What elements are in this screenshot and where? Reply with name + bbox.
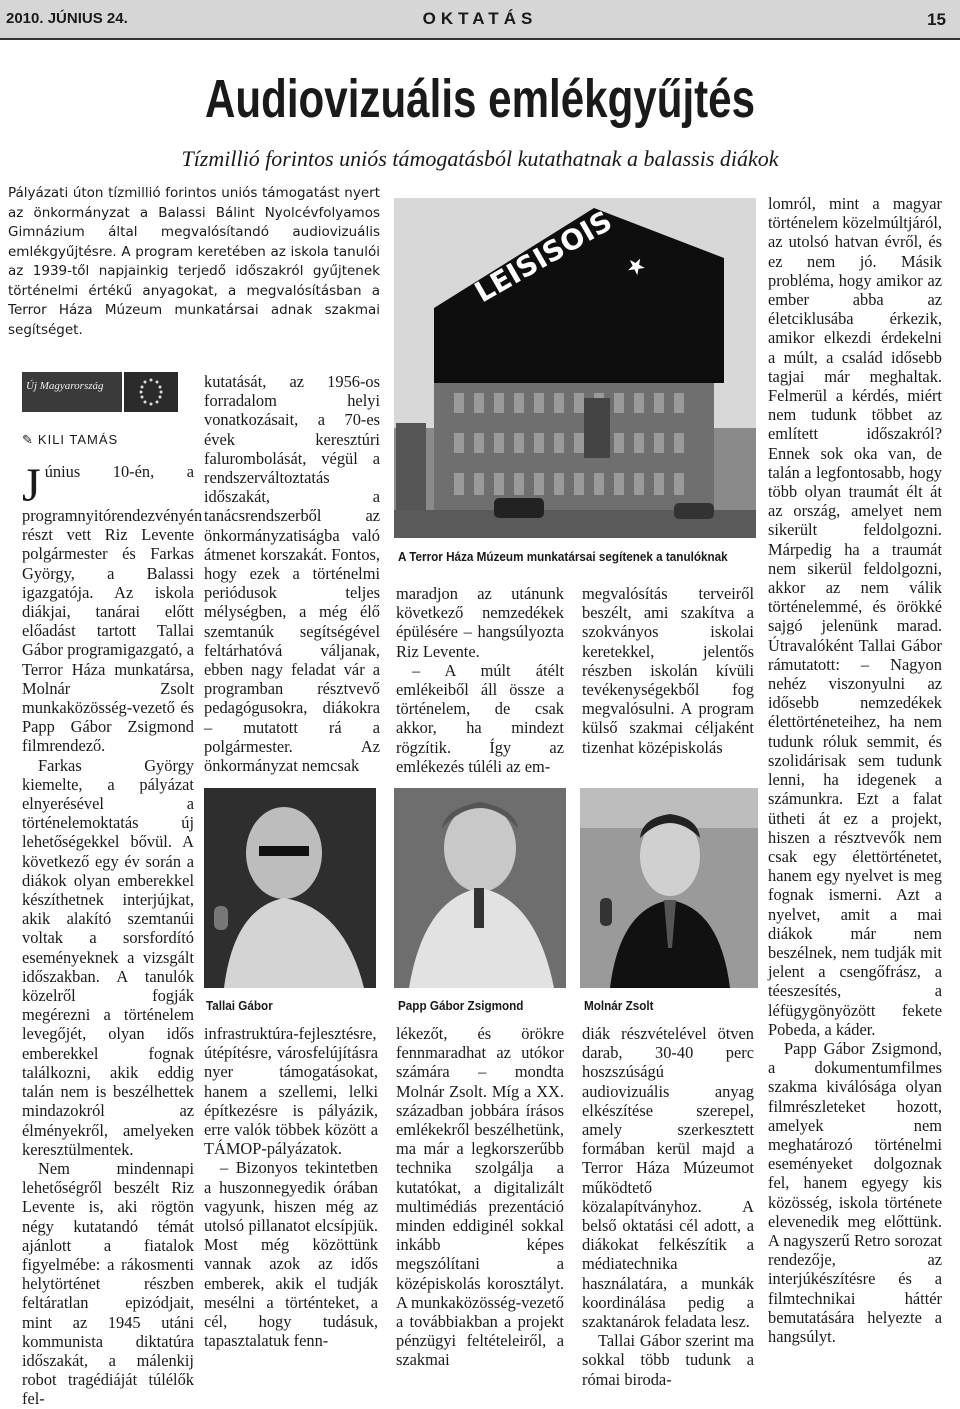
article-column-5: lomról, mint a magyar történelem közelmúltjáról, az utolsó hatvan évről, és ez nem jó. Másik probléma, hogy amikor az ember abba az életciklusába érkezik, amikor elkezdi érdekelni a múlt, a család idősebb tagjai már meghaltak. Felmerül a kérdés, miért nem tudunk többet az említett időszakról? Ennek sok oka van, de talán a legfontosabb, hogy több olyan traumát élt át az ország, amelyet nem sikerült feldolgozni. Márpedig ha a traumát nem sikerül feldolgozni, akkor az nem válik történelemmé, és örökké sajgó jelenünk marad. Útravalóként Tallai Gábor rámutatott: – Nagyon nehéz viszonyulni az idősebb nemzedékek élettörténeteihez, ha nem tudunk róluk semmit, és szolidárisak sem tudunk lenni, ha idegenek a számunkra. Ezt a falat ütheti át ez a projekt, hiszen a résztvevők nem csak egy élettörténetet, hanem egy nyelvet is meg fognak ismerni. Azt a nyelvet, amit a mai diákok már nem beszélnek, nem tudják mit jelent a csengőfrász, a téeszesítés, a léfügygönyözött fekete Pobeda, a káder. Papp Gábor Zsigmond, a dokumentumfilmes szakma kiválósága olyan filmrészleteket hozott, amelyek nem meghatározó történelmi eseményeket dolgoznak fel, hanem egyegy kis közösség, iskola története elevenedik meg előttünk. A nagyszerű Retro sorozat rendezője, az interjúkészítésre és a filmtechnikai háttér bemutatására helyezte a hangsúlyt.: [768, 194, 942, 1346]
logo-text: Új Magyarország: [26, 380, 104, 392]
tallai-gabor-photo: [204, 788, 376, 988]
article-column-4-top: megvalósítás terveiről beszélt, ami szakítva a szokványos iskolai keretekkel, jelentős részben iskolán kívüli tevékenységekből fog megvalósulni. A program külső szakmai céljaként tizenhat középiskolás: [582, 584, 754, 757]
page-number: 15: [927, 10, 946, 29]
article-subtitle: Tízmillió forintos uniós támogatásból kutathatnak a balassis diákok: [181, 146, 779, 171]
article-column-3-bottom: lékezőt, és örökre fennmaradhat az utókor számára – mondta Molnár Zsolt. Míg a XX. században jobbára írásos emlékekről beszélhetünk, ma már a legkorszerűbb technika szolgálja a kutatókat, a digitalizált multimédiás prezentáció minden eddiginél sokkal inkább képes megszólítani a középiskolás korosztályt. A munkaközösség-vezető a továbbiakban a projekt pénzügyi feltételeiről, a szakmai: [396, 1024, 564, 1370]
molnar-zsolt-photo: [580, 788, 758, 988]
col1-paragraph-3: Nem mindennapi lehetőségről beszélt Riz Levente is, aki rögtön négy kutatandó témát ajánlott a fiatalok figyelmébe: a rákosmenti helytörténet részben feltáratlan epizódjait, mint az 1945 utáni kommunista diktatúra időszakát, a málenkij robot tragédiáját túlélők fel-: [22, 1158, 194, 1409]
svg-text:★: ★: [621, 251, 651, 283]
author-name: KILI TAMÁS: [37, 432, 119, 447]
papp-gabor-zsigmond-photo: [394, 788, 566, 988]
col1-paragraph-2: Farkas György kiemelte, a pályázat elnyerésével a történelemoktatás új lehetőségekkel bővül. A következő egy év során a diákok olyan emberekkel készíthetnek interjújkat, akik alakító szemtanúi voltak a sorsfordító eseményeknek a vizsgált időszakban. A tanulók közelről fogják megérezni a történelem levegőjét, olyan idős emberekkel fognak találkozni, akik eddig talán nem is beszélhettek mindazokról az élményekről, amelyeken keresztülmentek.: [22, 755, 194, 1159]
article-column-2-bottom: infrastruktúra-fejlesztésre, útépítésre, városfelújításra nyer támogatásokat, hanem a szellemi, lelki építkezésre is pályázik, erre valók többek között a TÁMOP-pályázatok. – Bizonyos tekintetben a huszonnegyedik órában vagyunk, hiszen még az utolsó pillanatot elcsípjük. Most még közöttünk vannak azok az idős emberek, akik el tudják mesélni a történteket, a cél, hogy tudásuk, tapasztalatuk fenn-: [204, 1024, 378, 1351]
molnar-zsolt-caption: Molnár Zsolt: [584, 998, 654, 1013]
eu-flag-icon: [124, 372, 178, 412]
papp-gabor-zsigmond-caption: Papp Gábor Zsigmond: [398, 998, 524, 1013]
terror-haza-building-photo: [394, 198, 756, 538]
uj-magyarorszag-logo: [22, 372, 122, 412]
building-photo-caption: A Terror Háza Múzeum munkatársai segítenek a tanulóknak: [398, 549, 728, 564]
building-banner: LEISISOIS: [469, 204, 618, 310]
section-name: OKTATÁS: [422, 9, 538, 28]
article-title: Audiovizuális emlékgyűjtés: [204, 69, 756, 129]
article-column-4-bottom: diák részvételével ötven darab, 30-40 perc hoszszúságú audiovizuális anyag elkészítése szerepel, amely szerkesztett formában kerül majd a Terror Háza Múzeumot működtető közalapítványhoz. A belső oktatási cél adott, a diákokat felkészítik a médiatechnika használatára, a munkák koordinálása pedig a szaktanárok feladata lesz. Tallai Gábor szerint ma sokkal több tudunk a római biroda-: [582, 1024, 754, 1389]
col1-paragraph-1: Június 10-én, a programnyitórendezvényén részt vett Riz Levente polgármester és Farkas György, a Balassi igazgatója. Az iskola diákjai, tanárai előtt előadást tartott Tallai Gábor programigazgató, a Terror Háza munkatársa, Molnár Zsolt munkaközösség-vezető és Papp Gábor Zsigmond filmrendező.: [22, 459, 203, 756]
issue-date: 2010. JÚNIUS 24.: [6, 10, 128, 27]
article-column-1: [22, 459, 203, 1409]
byline: [22, 432, 118, 448]
pen-icon: ✎: [22, 432, 34, 447]
article-column-2-top: kutatását, az 1956-os forradalom helyi vonatkozásait, a 70-es évek keresztúri falurombolását, végül a rendszerváltoztatás időszakát, a tanácsrendszerből az önkormányzatiságba való átmenet korszakát. Fontos, hogy ezek a történelmi periódusok teljes mélységben, a még élő szemtanúk segítségével feltárhatóvá váljanak, ebben nagy feladat vár a programban résztvevő pedagógusokra, diákokra – mutatott rá a polgármester. Az önkormányzat nemcsak: [204, 372, 380, 776]
drop-cap: J: [22, 459, 41, 512]
tallai-gabor-caption: Tallai Gábor: [206, 998, 273, 1013]
article-column-3-top: maradjon az utánunk következő nemzedékek épülésére – hangsúlyozta Riz Levente. – A múlt átélt emlékeiből áll össze a történelem, de csak akkor, ha mindezt rögzítik. Így az emlékezés túléli az em-: [396, 584, 564, 776]
lead-paragraph: Pályázati úton tízmillió forintos uniós támogatást nyert az önkormányzat a Balassi Bálint Nyolcévfolyamos Gimnázium által megvalósítandó audiovizuális emlékgyűjtésre. A program keretében az iskola tanulói az 1939-től napjainkig terjedő időszakról gyűjtenek történelmi értékű anyagokat, a megvalósításban a Terror Háza Múzeum munkatársai adnak szakmai segítséget.: [8, 185, 380, 338]
